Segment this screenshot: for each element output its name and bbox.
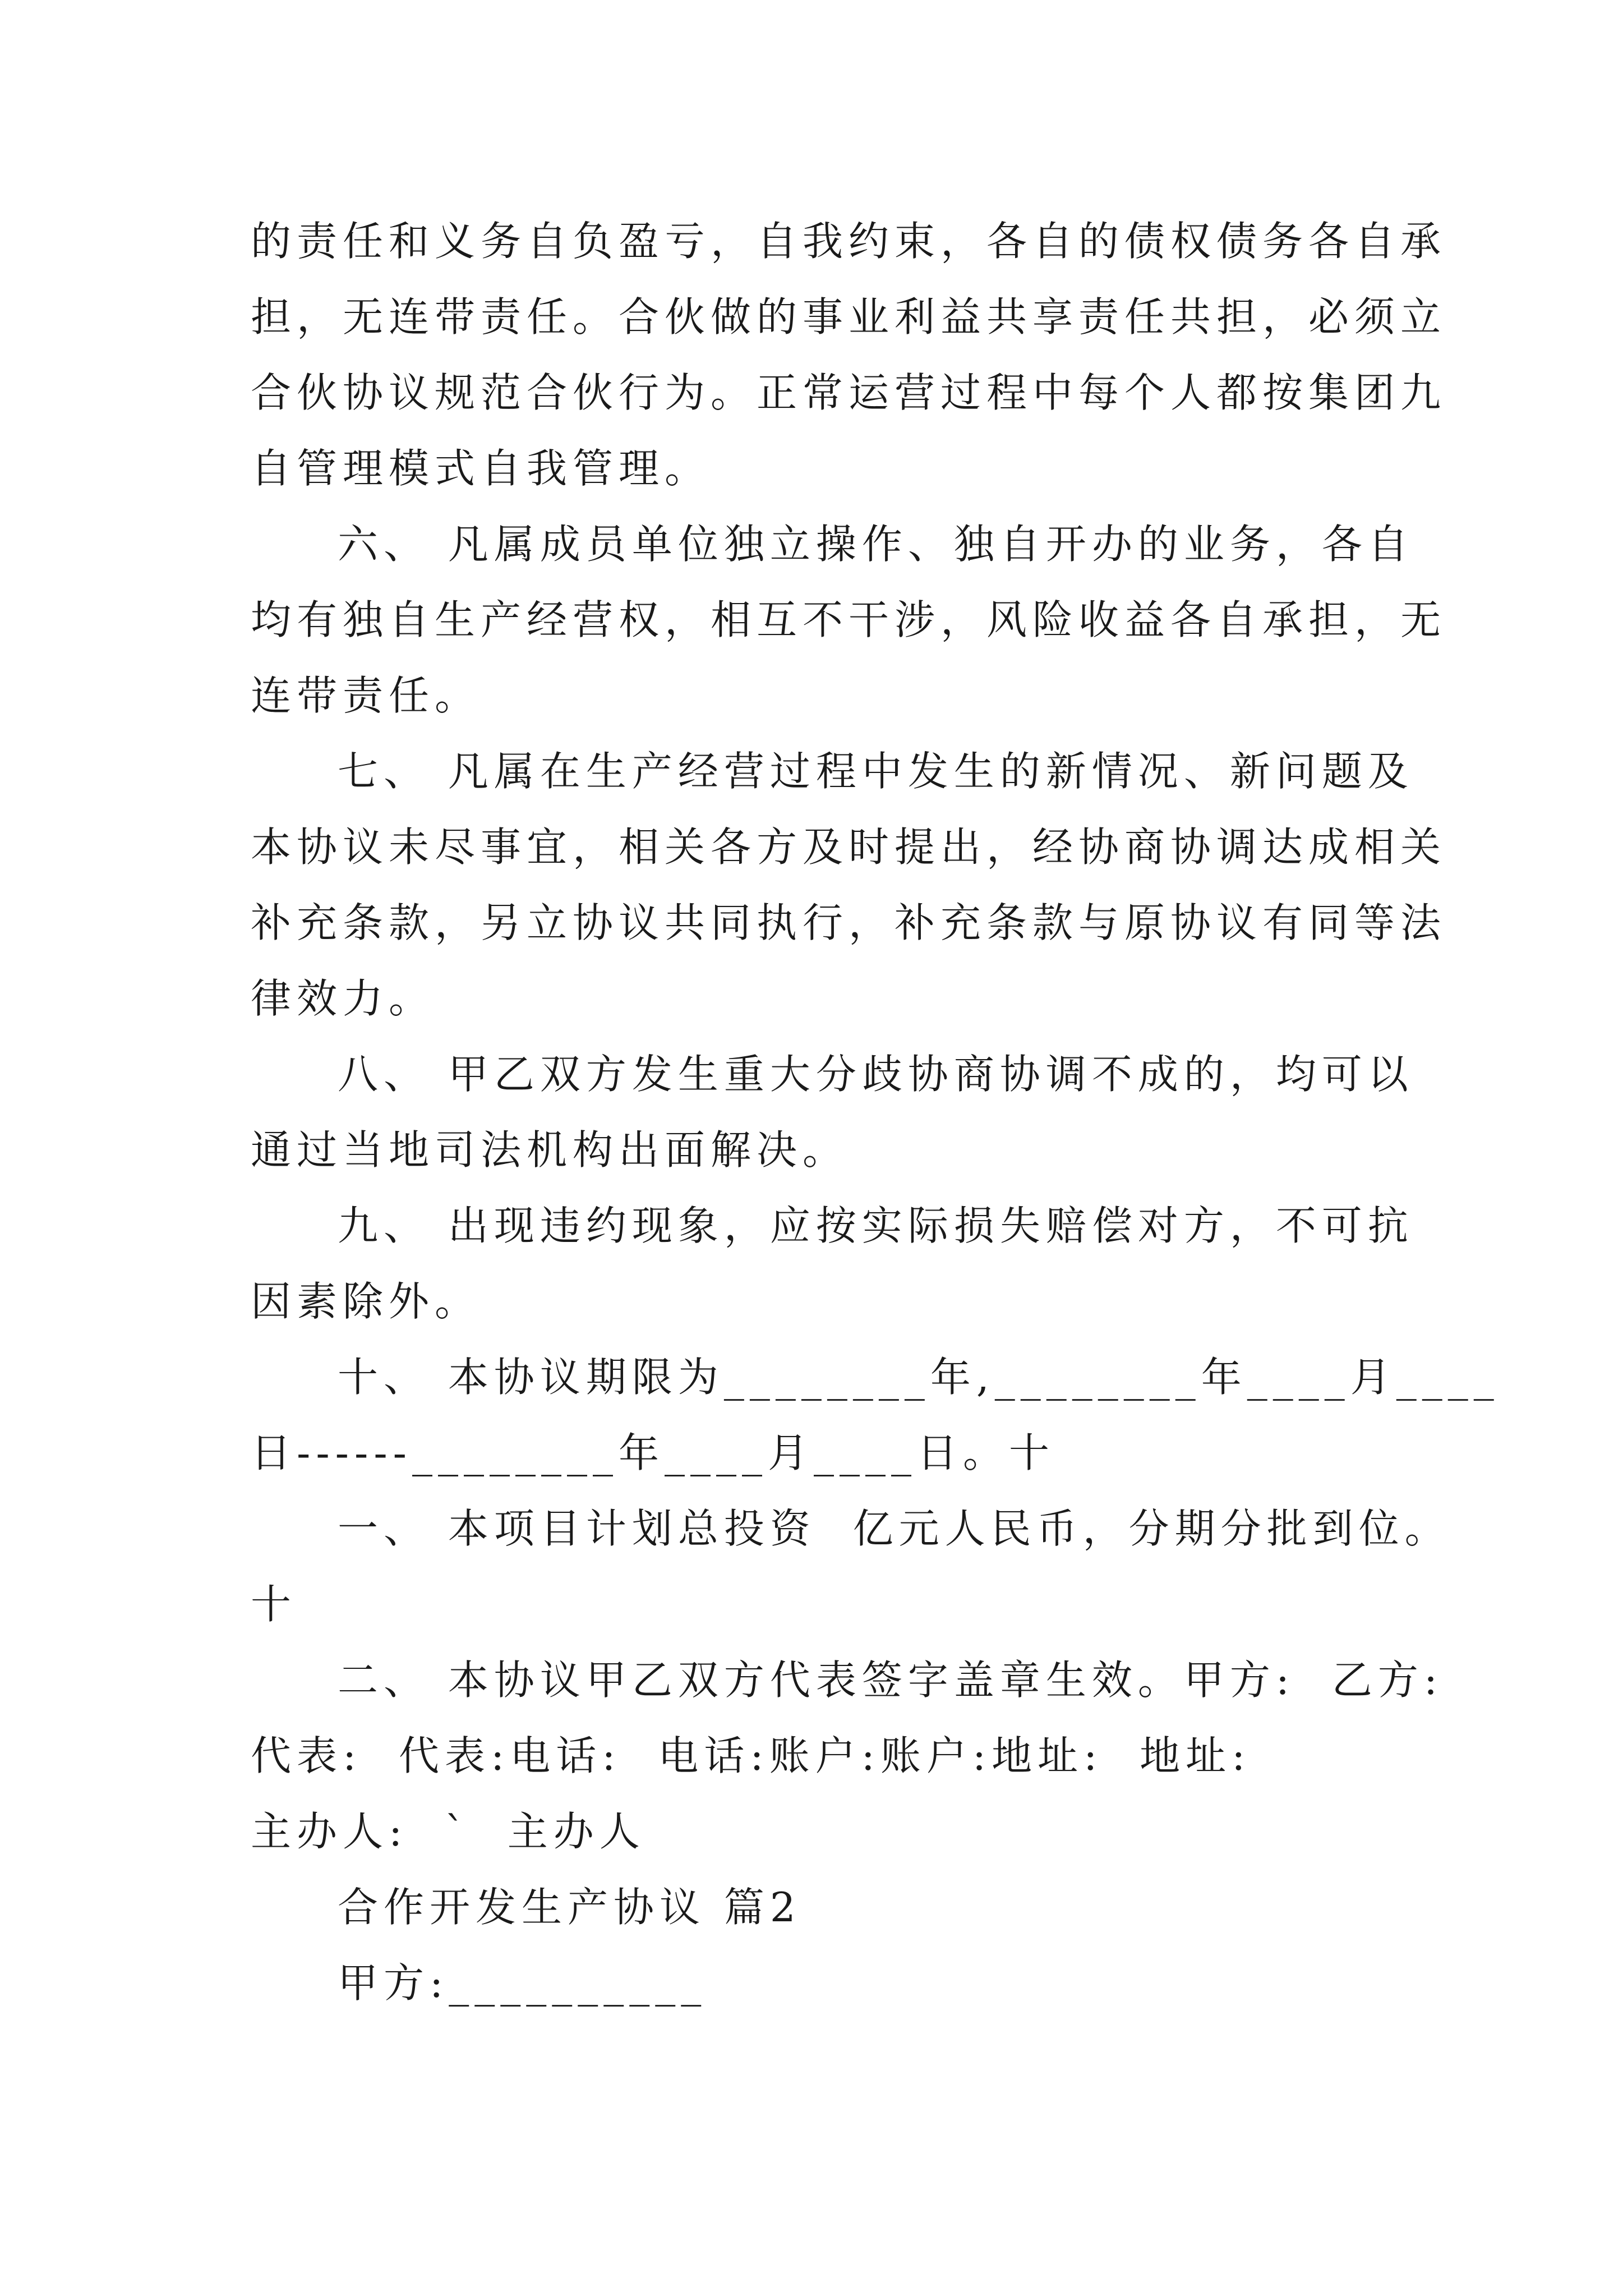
text-line: 自管理模式自我管理。 xyxy=(251,445,711,492)
text-line: 的责任和义务自负盈亏，自我约束，各自的债权债务各自承 xyxy=(251,218,1447,265)
text-line: 十 xyxy=(251,1581,297,1628)
section-heading: 合作开发生产协议 篇2 xyxy=(338,1884,801,1931)
text-line: 连带责任。 xyxy=(251,672,481,719)
text-line: 律效力。 xyxy=(251,975,435,1022)
text-line: 因素除外。 xyxy=(251,1278,481,1325)
text-line: 六、 凡属成员单位独立操作、独自开办的业务，各自 xyxy=(338,521,1414,568)
text-line: 九、 出现违约现象，应按实际损失赔偿对方，不可抗 xyxy=(338,1202,1414,1249)
text-line: 日------________年____月____日。十 xyxy=(251,1429,1055,1476)
text-line: 合伙协议规范合伙行为。正常运营过程中每个人都按集团九 xyxy=(251,369,1447,416)
text-line: 担，无连带责任。合伙做的事业利益共享责任共担，必须立 xyxy=(251,293,1447,341)
text-line: 本协议未尽事宜，相关各方及时提出，经协商协调达成相关 xyxy=(251,823,1447,871)
text-line: 七、 凡属在生产经营过程中发生的新情况、新问题及 xyxy=(338,748,1414,795)
text-line: 十、 本协议期限为________年,________年____月____ xyxy=(338,1354,1500,1401)
text-line: 主办人: ` 主办人 xyxy=(251,1808,645,1855)
text-line: 通过当地司法机构出面解决。 xyxy=(251,1126,849,1174)
text-line: 均有独自生产经营权，相互不干涉，风险收益各自承担，无 xyxy=(251,596,1447,643)
text-line: 代表: 代表:电话: 电话:账户:账户:地址: 地址: xyxy=(251,1732,1251,1779)
text-line: 一、 本项目计划总投资 亿元人民币，分期分批到位。 xyxy=(338,1505,1451,1552)
text-line: 二、 本协议甲乙双方代表签字盖章生效。甲方: 乙方: xyxy=(338,1657,1444,1704)
text-line: 补充条款，另立协议共同执行，补充条款与原协议有同等法 xyxy=(251,899,1447,946)
party-a-line: 甲方:__________ xyxy=(338,1959,707,2007)
text-line: 八、 甲乙双方发生重大分歧协商协调不成的，均可以 xyxy=(338,1051,1414,1098)
